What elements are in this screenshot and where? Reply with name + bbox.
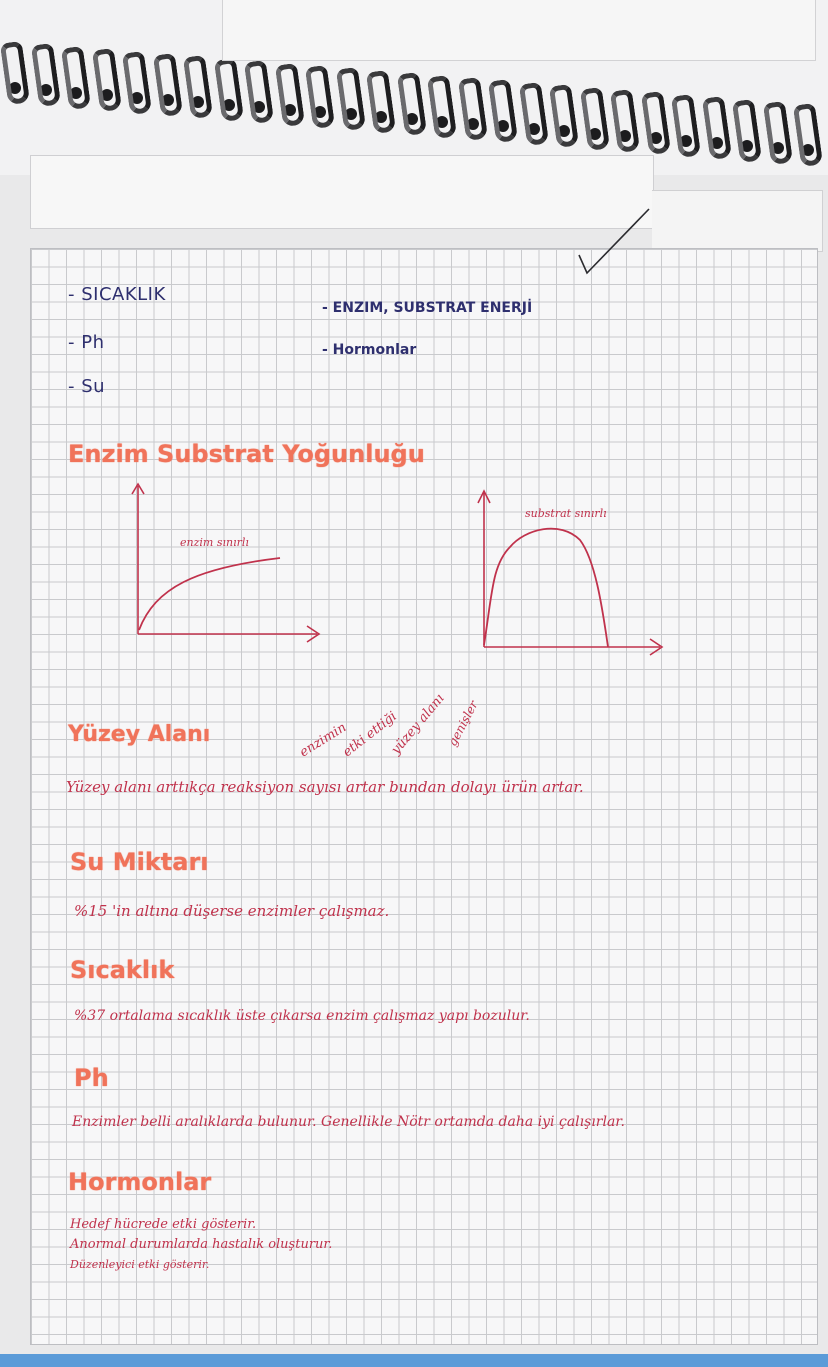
chart-left-label: enzim sınırlı (180, 536, 249, 549)
text-yuzey-alani: Yüzey alanı arttıkça reaksiyon sayısı artar bundan dolayı ürün artar. (66, 778, 584, 796)
spiral-ring (366, 70, 396, 134)
spiral-ring (549, 84, 579, 148)
spiral-ring (518, 82, 548, 146)
spiral-ring (152, 53, 182, 117)
heading-hormonlar: Hormonlar (68, 1168, 212, 1196)
diag-word-2: etki ettiği (340, 709, 400, 761)
spiral-ring (732, 98, 762, 162)
spiral-ring (488, 79, 518, 143)
bullet-ph: - Ph (68, 332, 105, 353)
spiral-ring (610, 89, 640, 153)
spiral-ring (122, 50, 152, 114)
spiral-ring (640, 91, 670, 155)
bullet-hormonlar: - Hormonlar (322, 342, 417, 358)
heading-ph: Ph (74, 1064, 109, 1092)
diag-word-3: yüzey alanı (388, 691, 448, 758)
diag-word-4: genişler (445, 698, 481, 749)
text-hormonlar-line-1: Hedef hücrede etki gösterir. (70, 1217, 257, 1232)
text-hormonlar-line-3: Düzenleyici etki gösterir. (70, 1258, 210, 1271)
spiral-ring (61, 46, 91, 110)
spiral-ring (183, 55, 213, 119)
heading-sicaklik: Sıcaklık (70, 956, 175, 984)
spiral-ring (793, 103, 823, 167)
diag-word-1: enzimin (297, 720, 350, 761)
spiral-ring (762, 101, 792, 165)
diagonal-note (295, 665, 495, 765)
text-hormonlar-line-2: Anormal durumlarda hastalık oluşturur. (70, 1237, 333, 1252)
spiral-ring (671, 94, 701, 158)
spiral-ring (579, 86, 609, 150)
heading-yuzey-alani: Yüzey Alanı (68, 722, 211, 747)
checkmark-icon (575, 205, 655, 280)
text-su-miktari: %15 'in altına düşerse enzimler çalışmaz. (74, 902, 390, 920)
spiral-ring (213, 58, 243, 122)
spiral-ring (91, 48, 121, 112)
spiral-ring (457, 77, 487, 141)
spiral-ring (274, 62, 304, 126)
spiral-ring (335, 67, 365, 131)
spiral-ring (0, 41, 30, 105)
spiral-ring (305, 65, 335, 129)
bullet-sicaklik: - SICAKLIK (68, 284, 166, 305)
spiral-ring (244, 60, 274, 124)
text-ph: Enzimler belli aralıklarda bulunur. Genellikle Nötr ortamda daha iyi çalışırlar. (72, 1114, 625, 1130)
spiral-ring (427, 74, 457, 138)
chart-enzim-sinirli (125, 478, 330, 648)
chart-substrat-sinirli (470, 485, 670, 660)
chart-right-label: substrat sınırlı (525, 507, 607, 520)
spiral-ring (701, 96, 731, 160)
spiral-ring (396, 72, 426, 136)
top-margin-box (222, 0, 816, 61)
heading-enzim-substrat: Enzim Substrat Yoğunluğu (68, 440, 425, 468)
text-sicaklik: %37 ortalama sıcaklık üste çıkarsa enzim çalışmaz yapı bozulur. (74, 1008, 530, 1024)
bottom-bar (0, 1354, 828, 1367)
heading-su-miktari: Su Miktarı (70, 848, 209, 876)
spiral-ring (30, 43, 60, 107)
bullet-su: - Su (68, 376, 106, 397)
header-box (30, 155, 654, 229)
header-box-right (652, 190, 823, 252)
bullet-enzim-substrat: - ENZIM, SUBSTRAT ENERJİ (322, 300, 533, 316)
